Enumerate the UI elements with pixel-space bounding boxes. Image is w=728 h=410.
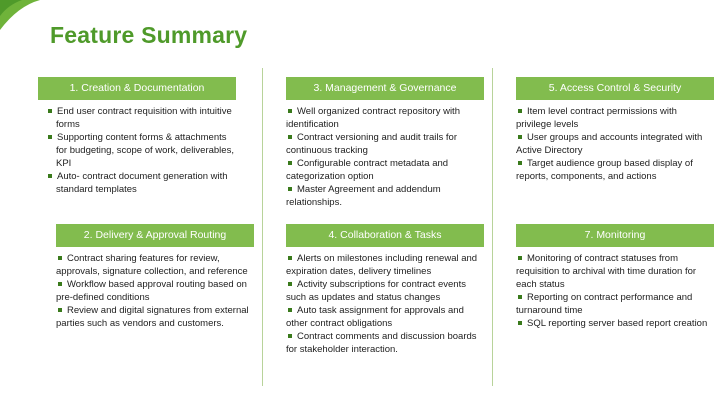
slide-title: Feature Summary <box>50 22 248 48</box>
section-header: 3. Management & Governance <box>286 77 484 100</box>
bullet-item: Configurable contract metadata and categorization option <box>286 158 449 182</box>
bullet-square-icon <box>48 174 52 178</box>
bullet-square-icon <box>288 256 292 260</box>
section-header: 1. Creation & Documentation <box>38 77 236 100</box>
bullet-square-icon <box>288 161 292 165</box>
bullet-item: Item level contract permissions with privilege levels <box>516 106 677 130</box>
bullet-square-icon <box>518 109 522 113</box>
bullet-list <box>516 252 714 330</box>
bullet-item: Target audience group based display of reports, components, and actions <box>516 158 693 182</box>
bullet-item: End user contract requisition with intuitive forms <box>38 105 236 131</box>
bullet-square-icon <box>518 161 522 165</box>
section-management <box>286 77 484 209</box>
bullet-square-icon <box>288 109 292 113</box>
section-creation <box>38 77 236 196</box>
bullet-item: SQL reporting server based report creation <box>516 317 714 330</box>
bullet-square-icon <box>288 334 292 338</box>
bullet-item: Well organized contract repository with identification <box>286 106 460 130</box>
column-divider-1 <box>262 68 263 386</box>
bullet-square-icon <box>288 308 292 312</box>
section-monitoring <box>516 224 714 330</box>
column-divider-2 <box>492 68 493 386</box>
bullet-square-icon <box>518 295 522 299</box>
section-header: 2. Delivery & Approval Routing <box>56 224 254 247</box>
bullet-square-icon <box>518 256 522 260</box>
bullet-item: Contract versioning and audit trails for continuous tracking <box>286 132 457 156</box>
corner-swoosh-decoration <box>0 0 48 34</box>
bullet-square-icon <box>48 109 52 113</box>
bullet-item: Supporting content forms & attachments for budgeting, scope of work, deliverables, KPI <box>38 131 236 170</box>
bullet-item: Monitoring of contract statuses from requisition to archival with time duration for each status <box>516 253 697 290</box>
bullet-square-icon <box>518 321 522 325</box>
bullet-item: User groups and accounts integrated with Active Directory <box>516 132 703 156</box>
bullet-square-icon <box>288 282 292 286</box>
bullet-item: Contract sharing features for review, approvals, signature collection, and reference <box>56 253 248 277</box>
section-collaboration <box>286 224 484 356</box>
section-delivery <box>56 224 254 330</box>
bullet-square-icon <box>48 135 52 139</box>
bullet-item: Review and digital signatures from external parties such as vendors and customers. <box>56 305 249 329</box>
bullet-square-icon <box>288 135 292 139</box>
section-header: 7. Monitoring <box>516 224 714 247</box>
bullet-item: Alerts on milestones including renewal and expiration dates, delivery timelines <box>286 253 478 277</box>
bullet-list <box>516 105 714 183</box>
bullet-square-icon <box>288 187 292 191</box>
bullet-item: Contract comments and discussion boards for stakeholder interaction. <box>286 331 477 355</box>
bullet-square-icon <box>58 308 62 312</box>
section-header: 4. Collaboration & Tasks <box>286 224 484 247</box>
bullet-list <box>56 252 254 330</box>
section-access-control <box>516 77 714 183</box>
bullet-square-icon <box>58 282 62 286</box>
bullet-item: Workflow based approval routing based on pre-defined conditions <box>56 279 247 303</box>
section-header: 5. Access Control & Security <box>516 77 714 100</box>
bullet-list <box>38 105 236 196</box>
bullet-list <box>286 252 484 356</box>
bullet-square-icon <box>518 135 522 139</box>
bullet-square-icon <box>58 256 62 260</box>
bullet-item: Master Agreement and addendum relationships. <box>286 184 441 208</box>
bullet-list <box>286 105 484 209</box>
bullet-item: Reporting on contract performance and turnaround time <box>516 292 693 316</box>
bullet-item: Auto- contract document generation with standard templates <box>38 170 236 196</box>
bullet-item: Auto task assignment for approvals and other contract obligations <box>286 305 464 329</box>
bullet-item: Activity subscriptions for contract events such as updates and status changes <box>286 279 466 303</box>
